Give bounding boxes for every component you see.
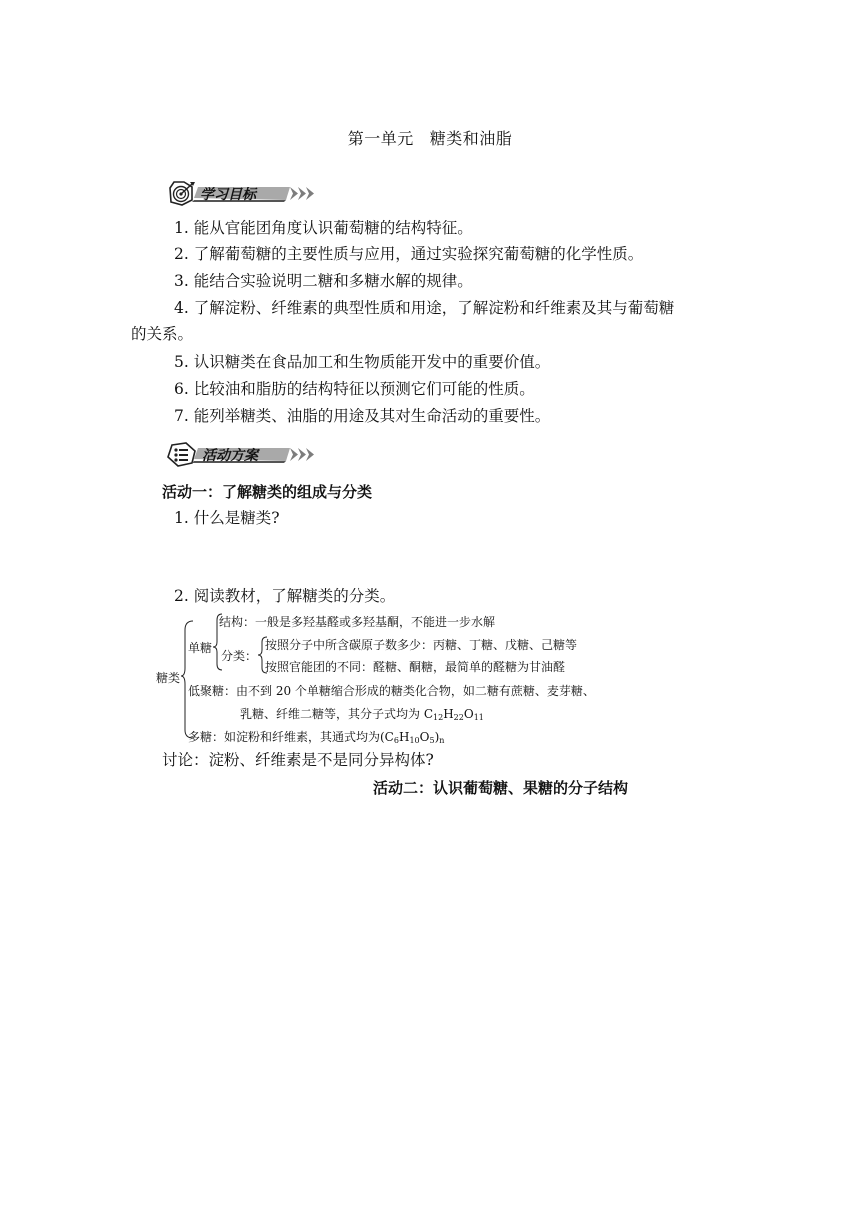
objective-item: 4. 了解淀粉、纤维素的典型性质和用途，了解淀粉和纤维素及其与葡萄糖 xyxy=(174,299,675,317)
objective-item-continuation: 的关系。 xyxy=(131,325,194,343)
objective-item: 2. 了解葡萄糖的主要性质与应用，通过实验探究葡萄糖的化学性质。 xyxy=(174,245,644,263)
question-what-is-sugar: 1. 什么是糖类? xyxy=(174,509,280,527)
tree-polysaccharide: 多糖：如淀粉和纤维素，其通式均为$(C_6H_{10}O_5)_n$ xyxy=(188,730,445,745)
activities-badge-label: 活动方案 xyxy=(202,448,258,464)
objective-item: 1. 能从官能团角度认识葡萄糖的结构特征。 xyxy=(174,219,473,237)
tree-root-sugar: 糖类 xyxy=(156,671,181,685)
objective-item: 6. 比较油和脂肪的结构特征以预测它们可能的性质。 xyxy=(174,380,535,398)
tree-mono-class-by-group: 按照官能团的不同：醛糖、酮糖，最简单的醛糖为甘油醛 xyxy=(265,660,566,674)
tree-mono-structure: 结构：一般是多羟基醛或多羟基酮，不能进一步水解 xyxy=(219,615,496,629)
objectives-badge-label: 学习目标 xyxy=(200,187,256,203)
activity2-heading: 活动二：认识葡萄糖、果糖的分子结构 xyxy=(373,779,629,797)
discussion-question: 讨论：淀粉、纤维素是不是同分异构体? xyxy=(162,751,434,769)
title-topic: 糖类和油脂 xyxy=(429,129,513,148)
objective-item: 7. 能列举糖类、油脂的用途及其对生命活动的重要性。 xyxy=(174,407,551,425)
tree-monosaccharide: 单糖 xyxy=(188,641,213,655)
title-unit: 第一单元 xyxy=(347,129,414,148)
question-classification: 2. 阅读教材，了解糖类的分类。 xyxy=(174,587,396,605)
objective-item: 3. 能结合实验说明二糖和多糖水解的规律。 xyxy=(174,272,473,290)
objective-item: 5. 认识糖类在食品加工和生物质能开发中的重要价值。 xyxy=(174,353,551,371)
tree-mono-class-by-carbon: 按照分子中所含碳原子数多少：丙糖、丁糖、戊糖、己糖等 xyxy=(265,638,578,652)
tree-mono-class-label: 分类： xyxy=(221,649,258,663)
activity1-heading: 活动一：了解糖类的组成与分类 xyxy=(162,483,373,501)
tree-oligosaccharide: 低聚糖：由不到 20 个单糖缩合形成的糖类化合物，如二糖有蔗糖、麦芽糖、 xyxy=(188,684,595,698)
tree-oligosaccharide-formula: 乳糖、纤维二糖等，其分子式均为 $C_{12}H_{22}O_{11}$ xyxy=(240,707,484,722)
